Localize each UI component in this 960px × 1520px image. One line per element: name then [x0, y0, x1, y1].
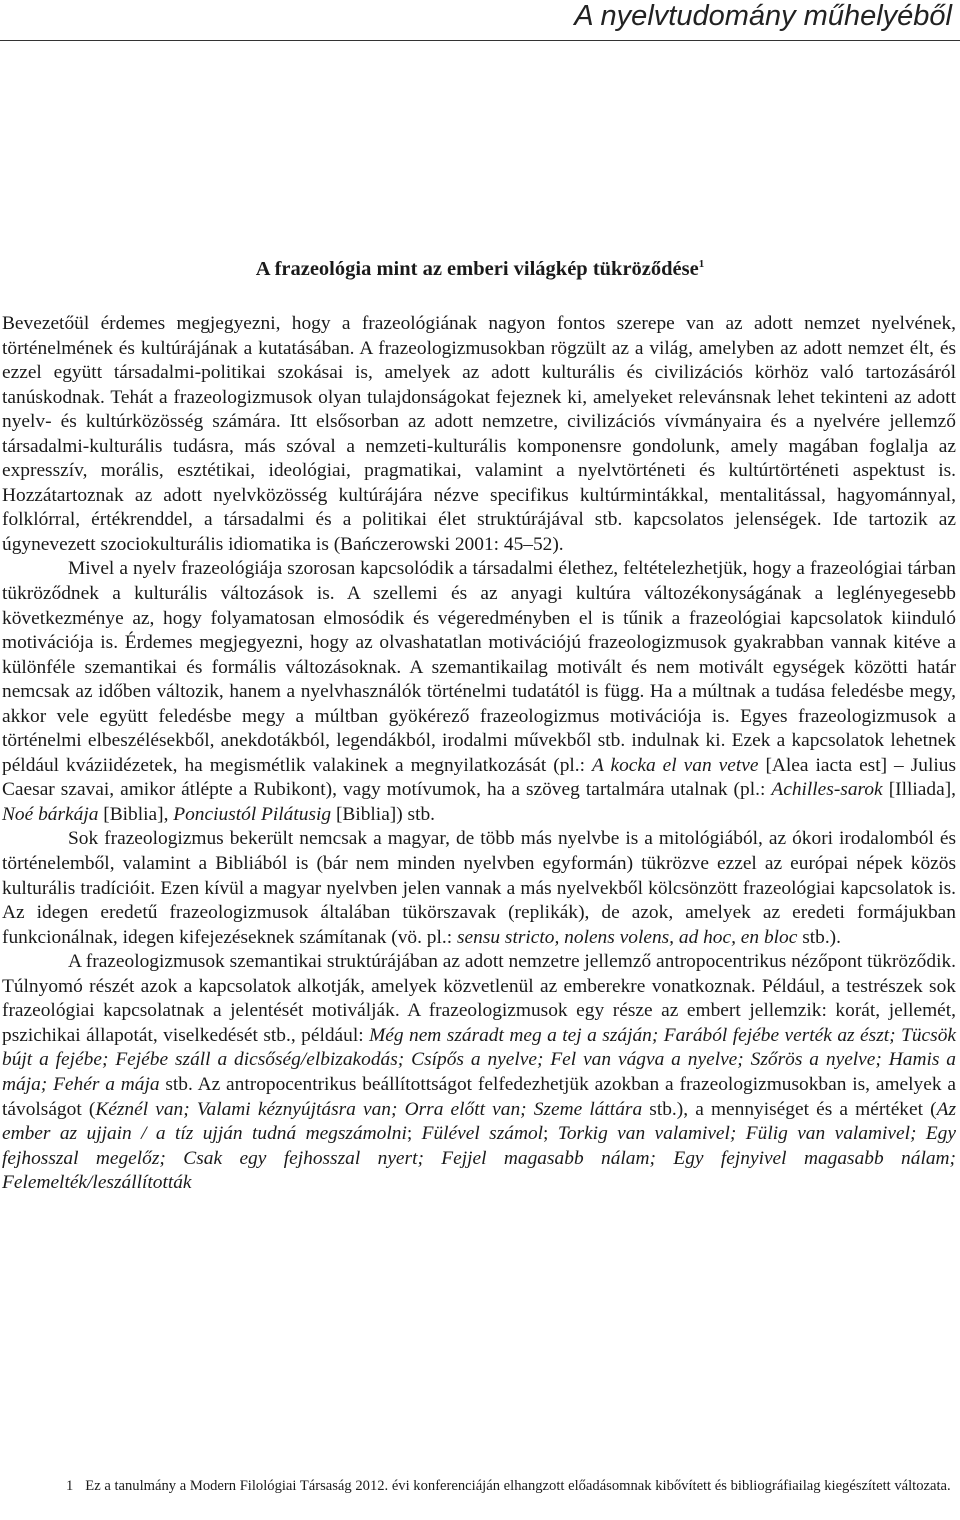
italic-example: Kéznél van; Valami kéznyújtásra van; Orra előtt van; Szeme láttára — [95, 1098, 643, 1120]
paragraph-text: stb. Az antropocentrikus beállítottságot felfedezhetjük azokban a frazeologizmusokban is, amelyek a távolságot ( — [2, 1073, 956, 1120]
body-paragraph — [2, 950, 956, 1195]
footnote — [2, 1476, 952, 1497]
article-title — [0, 255, 960, 283]
body-paragraph — [2, 827, 956, 950]
footnote-text: Ez a tanulmány a Modern Filológiai Társaság 2012. évi konferenciáján elhangzott előadásomnak kibővített és bibliográfiailag kiegészített változata. — [85, 1478, 951, 1494]
article-title-text: A frazeológia mint az emberi világkép tükröződése — [255, 258, 699, 280]
paragraph-text: [Illiada], — [882, 779, 956, 801]
italic-example: Az ember az ujjain / a tíz ujján tudná megszámolni — [2, 1098, 956, 1145]
paragraph-text: A frazeologizmusok szemantikai struktúrájában az adott nemzetre jellemző antropocentrikus nézőpont tükröződik. Túlnyomó részét azok a kapcsolatok alkotják, amelyek közvetlenül az emberekre vonatkoznak. Például, a testrészek sok frazeológiai kapcsolatnak a jelentését motiválják. A frazeologizmusok egy része az embert jellemzik: korát, jellemét, pszichikai állapotát, viselkedését stb., például: — [2, 951, 956, 1046]
italic-example: Még nem száradt meg a tej a száján; Farából fejébe verték az észt; Tücsök bújt a fejébe; Fejébe száll a dicsőség/elbizakodás; Csípős a nyelve; Fel van vágva a nyelve; Szőrös a nyelve; Hamis a mája; Fehér a mája — [2, 1024, 956, 1095]
running-header-title: A nyelvtudomány műhelyéből — [574, 0, 952, 32]
paragraph-text: ; — [406, 1123, 422, 1145]
paragraph-text: [Alea iacta est] – Julius Caesar szavai, amikor átlépte a Rubikont), vagy motívumok, ha a szöveg tartalmára utalnak (pl.: — [2, 754, 956, 801]
italic-example: Noé bárkája — [2, 803, 99, 825]
paragraph-text: Bevezetőül érdemes megjegyezni, hogy a frazeológiának nagyon fontos szerepe van az adott nemzet nyelvének, történelmének és kultúrájának a kutatásában. A frazeologizmusokban rögzült az a világ, amelyben az adott nemzet élt, és ezzel együtt társadalmi-politikai szokásai is, amelyek az adott kulturális és civilizációs körhöz való tartozásáról tanúskodnak. Tehát a frazeologizmusok olyan tulajdonságokat fejeznek ki, amelyeket relevánsnak lehet tekinteni az adott nyelv- és kultúrközösség számára. Itt elsősorban az adott nemzetre, civilizációs vívmányaira és a nyelvére jellemző társadalmi-kulturális tudásra, más szóval a nemzeti-kulturális komponensre gondolunk, amely magában foglalja az expresszív, morális, esztétikai, ideológiai, pragmatikai, valamint a nyelvtörténeti és kultúrtörténeti aspektust is. Hozzátartoznak az adott nyelvközösség kultúrájára nézve specifikus kultúrmintákkal, mentalitással, hagyománnyal, folklórral, értékrenddel, a társadalmi és a politikai élet struktúrájával stb. kapcsolatos jelenségek. Ide tartozik az úgynevezett szociokulturális idiomatika is (Bańczerowski 2001: 45–52). — [2, 313, 956, 555]
paragraph-text: ; — [543, 1123, 558, 1145]
footnote-mark: 1 — [66, 1478, 74, 1494]
paragraph-text: Sok frazeologizmus bekerült nemcsak a magyar, de több más nyelvbe is a mitológiából, az ókori irodalomból és történelemből, valamint a Bibliából is (bár nem minden nyelvben egyformán) tükrözve ezzel az európai népek közös kulturális tradícióit. Ezen kívül a magyar nyelvben jelen vannak a más nyelvekből kölcsönzött frazeológiai kapcsolatok is. Az idegen eredetű frazeologizmusok általában tükörszavak (replikák), de azok, amelyek az eredeti formájukban funkcionálnak, idegen kifejezéseknek számítanak (vö. pl.: — [2, 828, 956, 948]
body-paragraph — [2, 312, 956, 557]
header-divider — [0, 40, 960, 41]
italic-example: Achilles-sarok — [771, 779, 883, 801]
body-paragraph — [2, 557, 956, 827]
footnote-reference: 1 — [698, 258, 705, 271]
article-body — [2, 312, 956, 1196]
paragraph-text: [Biblia]) stb. — [331, 803, 436, 825]
paragraph-text: Mivel a nyelv frazeológiája szorosan kapcsolódik a társadalmi élethez, feltételezhetjük, hogy a frazeológiai tárban tükröződnek a kulturális változások is. A szellemi és az anyagi kultúra változékonyságának a leglényegesebb következménye az, hogy folyamatosan elmosódik és végeredményben el is tűnik a frazeológiai kapcsolatok kiinduló motivációja is. Érdemes megjegyezni, hogy az olvashatatlan motivációjú frazeologizmusok gyakrabban vannak kitéve a különféle szemantikai és formális változásoknak. A szemantikailag motivált és nem motivált egységek közötti határ nemcsak az időben változik, hanem a nyelvhasználók történelmi tudatától is függ. Ha a múltnak a tudása feledésbe megy, akkor vele együtt feledésbe megy a múltban gyökérező frazeologizmus motivációja is. Egyes frazeologizmusok a történelmi elbeszélésekből, anekdotákból, legendákból, irodalmi művekből stb. indulnak ki. Ezek a kapcsolatok lehetnek például kváziidézetek, ha megismétlik valakinek a megnyilatkozását (pl.: — [2, 558, 956, 776]
italic-example: Ponciustól Pilátusig — [173, 803, 332, 825]
italic-example: A kocka el van vetve — [592, 754, 759, 776]
italic-example: sensu stricto, nolens volens, ad hoc, en bloc — [456, 926, 798, 948]
paragraph-text: stb.). — [797, 926, 841, 948]
italic-example: Fülével számol — [421, 1123, 544, 1145]
paragraph-text: [Biblia], — [98, 803, 174, 825]
paragraph-text: stb.), a mennyiséget és a mértéket ( — [642, 1098, 937, 1120]
italic-example: Torkig van valamivel; Fülig van valamivel; Egy fejhosszal megelőz; Csak egy fejhosszal nyert; Fejjel magasabb nálam; Egy fejnyivel magasabb nálam; Felemelték/leszállították — [2, 1123, 956, 1194]
